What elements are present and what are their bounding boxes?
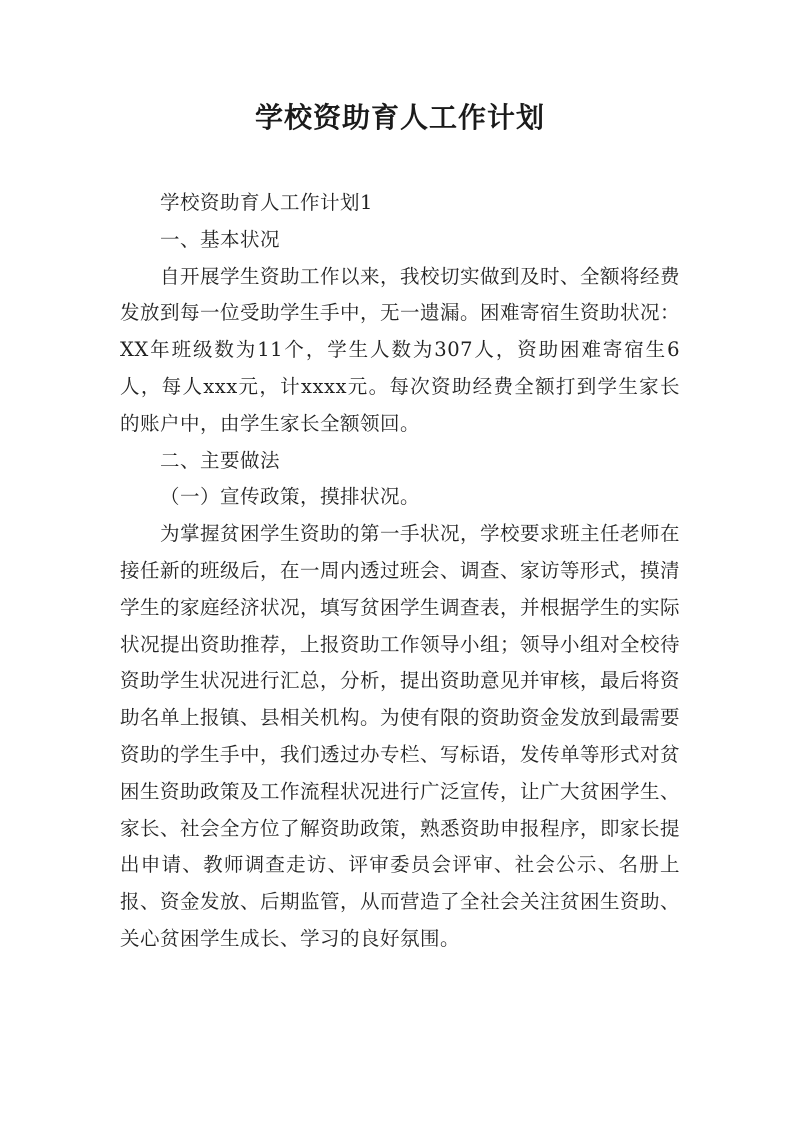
section-heading-main-methods: 二、主要做法 <box>160 448 281 472</box>
document-body <box>120 185 680 958</box>
subsection-heading-publicity: （一）宣传政策，摸排状况。 <box>160 485 421 509</box>
subtitle-paragraph: 学校资助育人工作计划1 <box>160 191 373 214</box>
document-title: 学校资助育人工作计划 <box>254 101 545 134</box>
paragraph-publicity: 为掌握贫困学生资助的第一手状况，学校要求班主任老师在接任新的班级后，在一周内透过班会、调查、家访等形式，摸清学生的家庭经济状况，填写贫困学生调查表，并根据学生的实际状况提出资助推荐，上报资助工作领导小组；领导小组对全校待资助学生状况进行汇总，分析，提出资助意见并审核，最后将资助名单上报镇、县相关机构。为使有限的资助资金发放到最需要资助的学生手中，我们透过办专栏、写标语，发传单等形式对贫困生资助政策及工作流程状况进行广泛宣传，让广大贫困学生、家长、社会全方位了解资助政策，熟悉资助申报程序，即家长提出申请、教师调查走访、评审委员会评审、社会公示、名册上报、资金发放、后期监管，从而营造了全社会关注贫困生资助、关心贫困学生成长、学习的良好氛围。 <box>120 522 681 950</box>
section-heading-basic: 一、基本状况 <box>160 227 281 251</box>
paragraph-basic-status: 自开展学生资助工作以来，我校切实做到及时、全额将经费发放到每一位受助学生手中，无一遗漏。困难寄宿生资助状况：XX年班级数为11个，学生人数为307人，资助困难寄宿生6人，每人xxx元，计xxxx元。每次资助经费全额打到学生家长的账户中，由学生家长全额领回。 <box>120 264 681 435</box>
